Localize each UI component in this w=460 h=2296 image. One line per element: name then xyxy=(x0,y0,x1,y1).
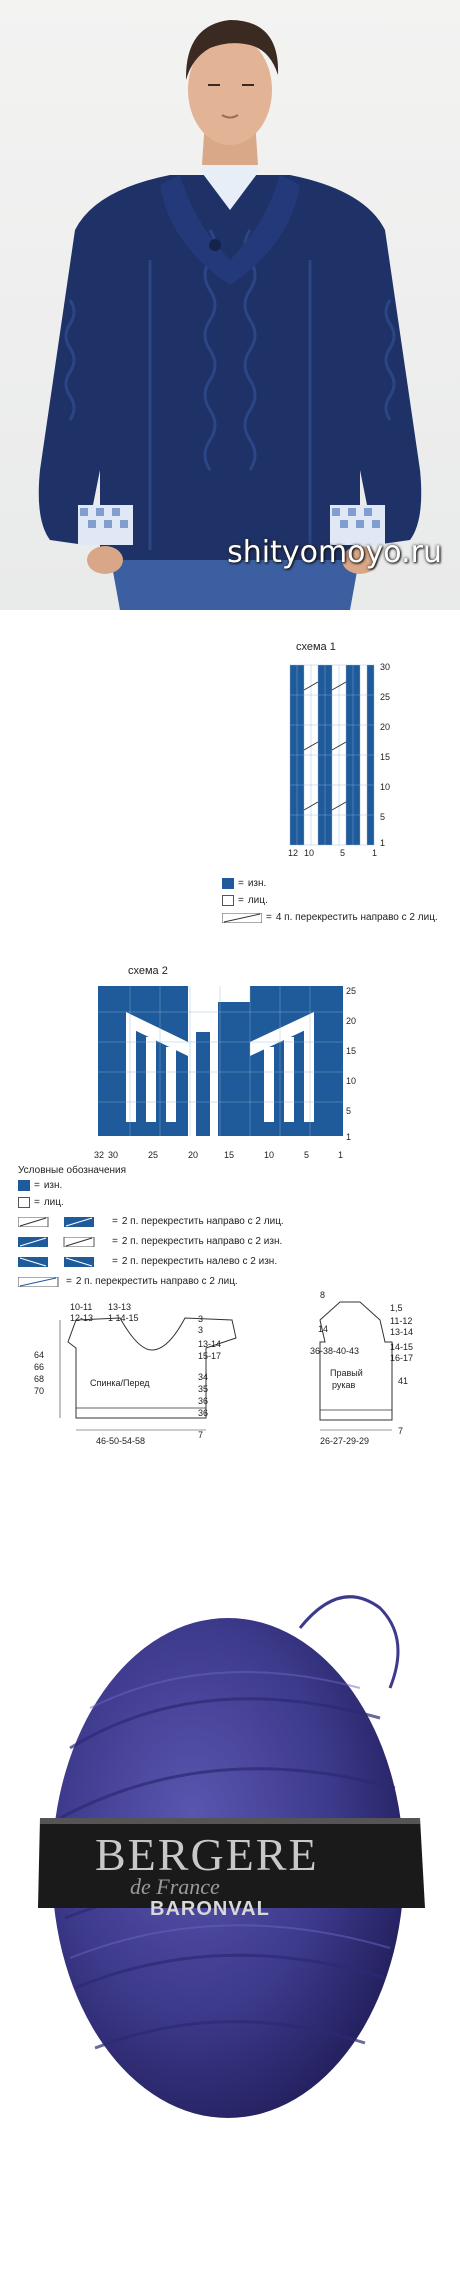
body-right-lower-3: 36 xyxy=(198,1408,209,1418)
schema2-col-30: 30 xyxy=(108,1150,119,1160)
body-top-left: 10-11 xyxy=(70,1302,93,1312)
legend2-c4: = 2 п. перекрестить направо с 2 лиц. xyxy=(18,1276,238,1287)
knit-swatch xyxy=(18,1197,30,1208)
body-bottom: 46-50-54-58 xyxy=(96,1436,146,1446)
cable-right-purl-icon xyxy=(18,1237,108,1247)
schema1-col-1: 1 xyxy=(372,848,378,858)
legend1-cable: = 4 п. перекрестить направо с 2 лиц. xyxy=(222,912,438,923)
sleeve-right-mid-1: 16-17 xyxy=(390,1353,414,1363)
yarn-ball-illustration xyxy=(0,1488,460,2291)
schema2-chart xyxy=(92,982,352,1152)
sleeve-label-2: рукав xyxy=(332,1380,356,1390)
sweater-photo xyxy=(0,0,460,610)
legend1-knit: = лиц. xyxy=(222,895,268,906)
sleeve-right-top-2: 13-14 xyxy=(390,1327,414,1337)
legend1-purl: = изн. xyxy=(222,878,266,889)
schema1-row-30: 30 xyxy=(380,662,391,672)
legend2-purl: = изн. xyxy=(18,1180,62,1191)
schema2-row-1: 1 xyxy=(346,1132,352,1142)
body-left-0: 64 xyxy=(34,1350,45,1360)
body-bottom-right: 7 xyxy=(198,1430,204,1440)
sleeve-label-1: Правый xyxy=(330,1368,363,1378)
schema1-row-10: 10 xyxy=(380,782,391,792)
legend2-title: Условные обозначения xyxy=(18,1165,127,1176)
schema1-row-15: 15 xyxy=(380,752,391,762)
site-watermark: shityomoyo.ru xyxy=(227,535,442,570)
body-top-left-2: 12-13 xyxy=(70,1313,94,1323)
knit-swatch xyxy=(222,895,234,906)
schema1-title: схема 1 xyxy=(296,641,336,653)
sweater-illustration xyxy=(0,0,460,610)
legend2-c3: = 2 п. перекрестить налево с 2 изн. xyxy=(18,1256,277,1267)
cable-symbol-icon xyxy=(222,913,262,923)
schema1-row-5: 5 xyxy=(380,812,386,822)
body-right-lower-2: 36 xyxy=(198,1396,209,1406)
schema2-row-15: 15 xyxy=(346,1046,357,1056)
yarn-brand: BERGERE xyxy=(95,1829,319,1880)
body-top-mid-2: 1 14-15 xyxy=(108,1313,139,1323)
legend2-knit: = лиц. xyxy=(18,1197,64,1208)
schema2-row-20: 20 xyxy=(346,1016,357,1026)
body-right-2: 13-14 xyxy=(198,1339,222,1349)
sleeve-top: 8 xyxy=(320,1290,326,1300)
sleeve-cap-width: 14 xyxy=(318,1324,329,1334)
legend2-c1: = 2 п. перекрестить направо с 2 лиц. xyxy=(18,1216,284,1227)
body-label: Спинка/Перед xyxy=(90,1378,150,1388)
schema2-title: схема 2 xyxy=(128,965,168,977)
yarn-photo xyxy=(0,1488,460,2291)
schema2-col-5: 5 xyxy=(304,1150,310,1160)
yarn-subbrand: de France xyxy=(130,1874,220,1899)
body-right-lower-1: 35 xyxy=(198,1384,209,1394)
cable-left-purl-icon xyxy=(18,1257,108,1267)
schema1-col-10: 10 xyxy=(304,848,315,858)
legend2-c2: = 2 п. перекрестить направо с 2 изн. xyxy=(18,1236,282,1247)
schema1-row-20: 20 xyxy=(380,722,391,732)
sleeve-right-top-1: 11-12 xyxy=(390,1316,413,1326)
cable-right-knit-2-icon xyxy=(18,1277,62,1287)
schema1-row-25: 25 xyxy=(380,692,391,702)
schema2-col-25: 25 xyxy=(148,1150,159,1160)
purl-swatch xyxy=(222,878,234,889)
schema1-row-1: 1 xyxy=(380,838,386,848)
cable-right-knit-icon xyxy=(18,1217,108,1227)
sleeve-length: 41 xyxy=(398,1376,409,1386)
schema2-row-25: 25 xyxy=(346,986,357,996)
schema2-col-10: 10 xyxy=(264,1150,275,1160)
schema2-row-10: 10 xyxy=(346,1076,357,1086)
sleeve-bottom: 26-27-29-29 xyxy=(320,1436,370,1446)
body-left-2: 68 xyxy=(34,1374,45,1384)
body-right-3: 15-17 xyxy=(198,1351,222,1361)
schema2-row-5: 5 xyxy=(346,1106,352,1116)
body-left-1: 66 xyxy=(34,1362,45,1372)
body-left-3: 70 xyxy=(34,1386,45,1396)
sleeve-right-mid-0: 14-15 xyxy=(390,1342,414,1352)
body-right-1: 3 xyxy=(198,1325,204,1335)
schema1-col-12: 12 xyxy=(288,848,299,858)
body-top-mid-1: 13-13 xyxy=(108,1302,132,1312)
schema1-chart xyxy=(280,660,390,860)
schema2-col-15: 15 xyxy=(224,1150,235,1160)
sleeve-right-top-0: 1,5 xyxy=(390,1303,403,1313)
purl-swatch xyxy=(18,1180,30,1191)
schema1-col-5: 5 xyxy=(340,848,346,858)
sleeve-bottom-right: 7 xyxy=(398,1426,404,1436)
schema2-col-20: 20 xyxy=(188,1150,199,1160)
schema2-col-32: 32 xyxy=(94,1150,105,1160)
sleeve-width-mid: 36-38-40-43 xyxy=(310,1346,360,1356)
schema2-col-1: 1 xyxy=(338,1150,344,1160)
body-right-0: 3 xyxy=(198,1314,204,1324)
body-right-lower-0: 34 xyxy=(198,1372,209,1382)
yarn-name: BARONVAL xyxy=(150,1898,270,1920)
